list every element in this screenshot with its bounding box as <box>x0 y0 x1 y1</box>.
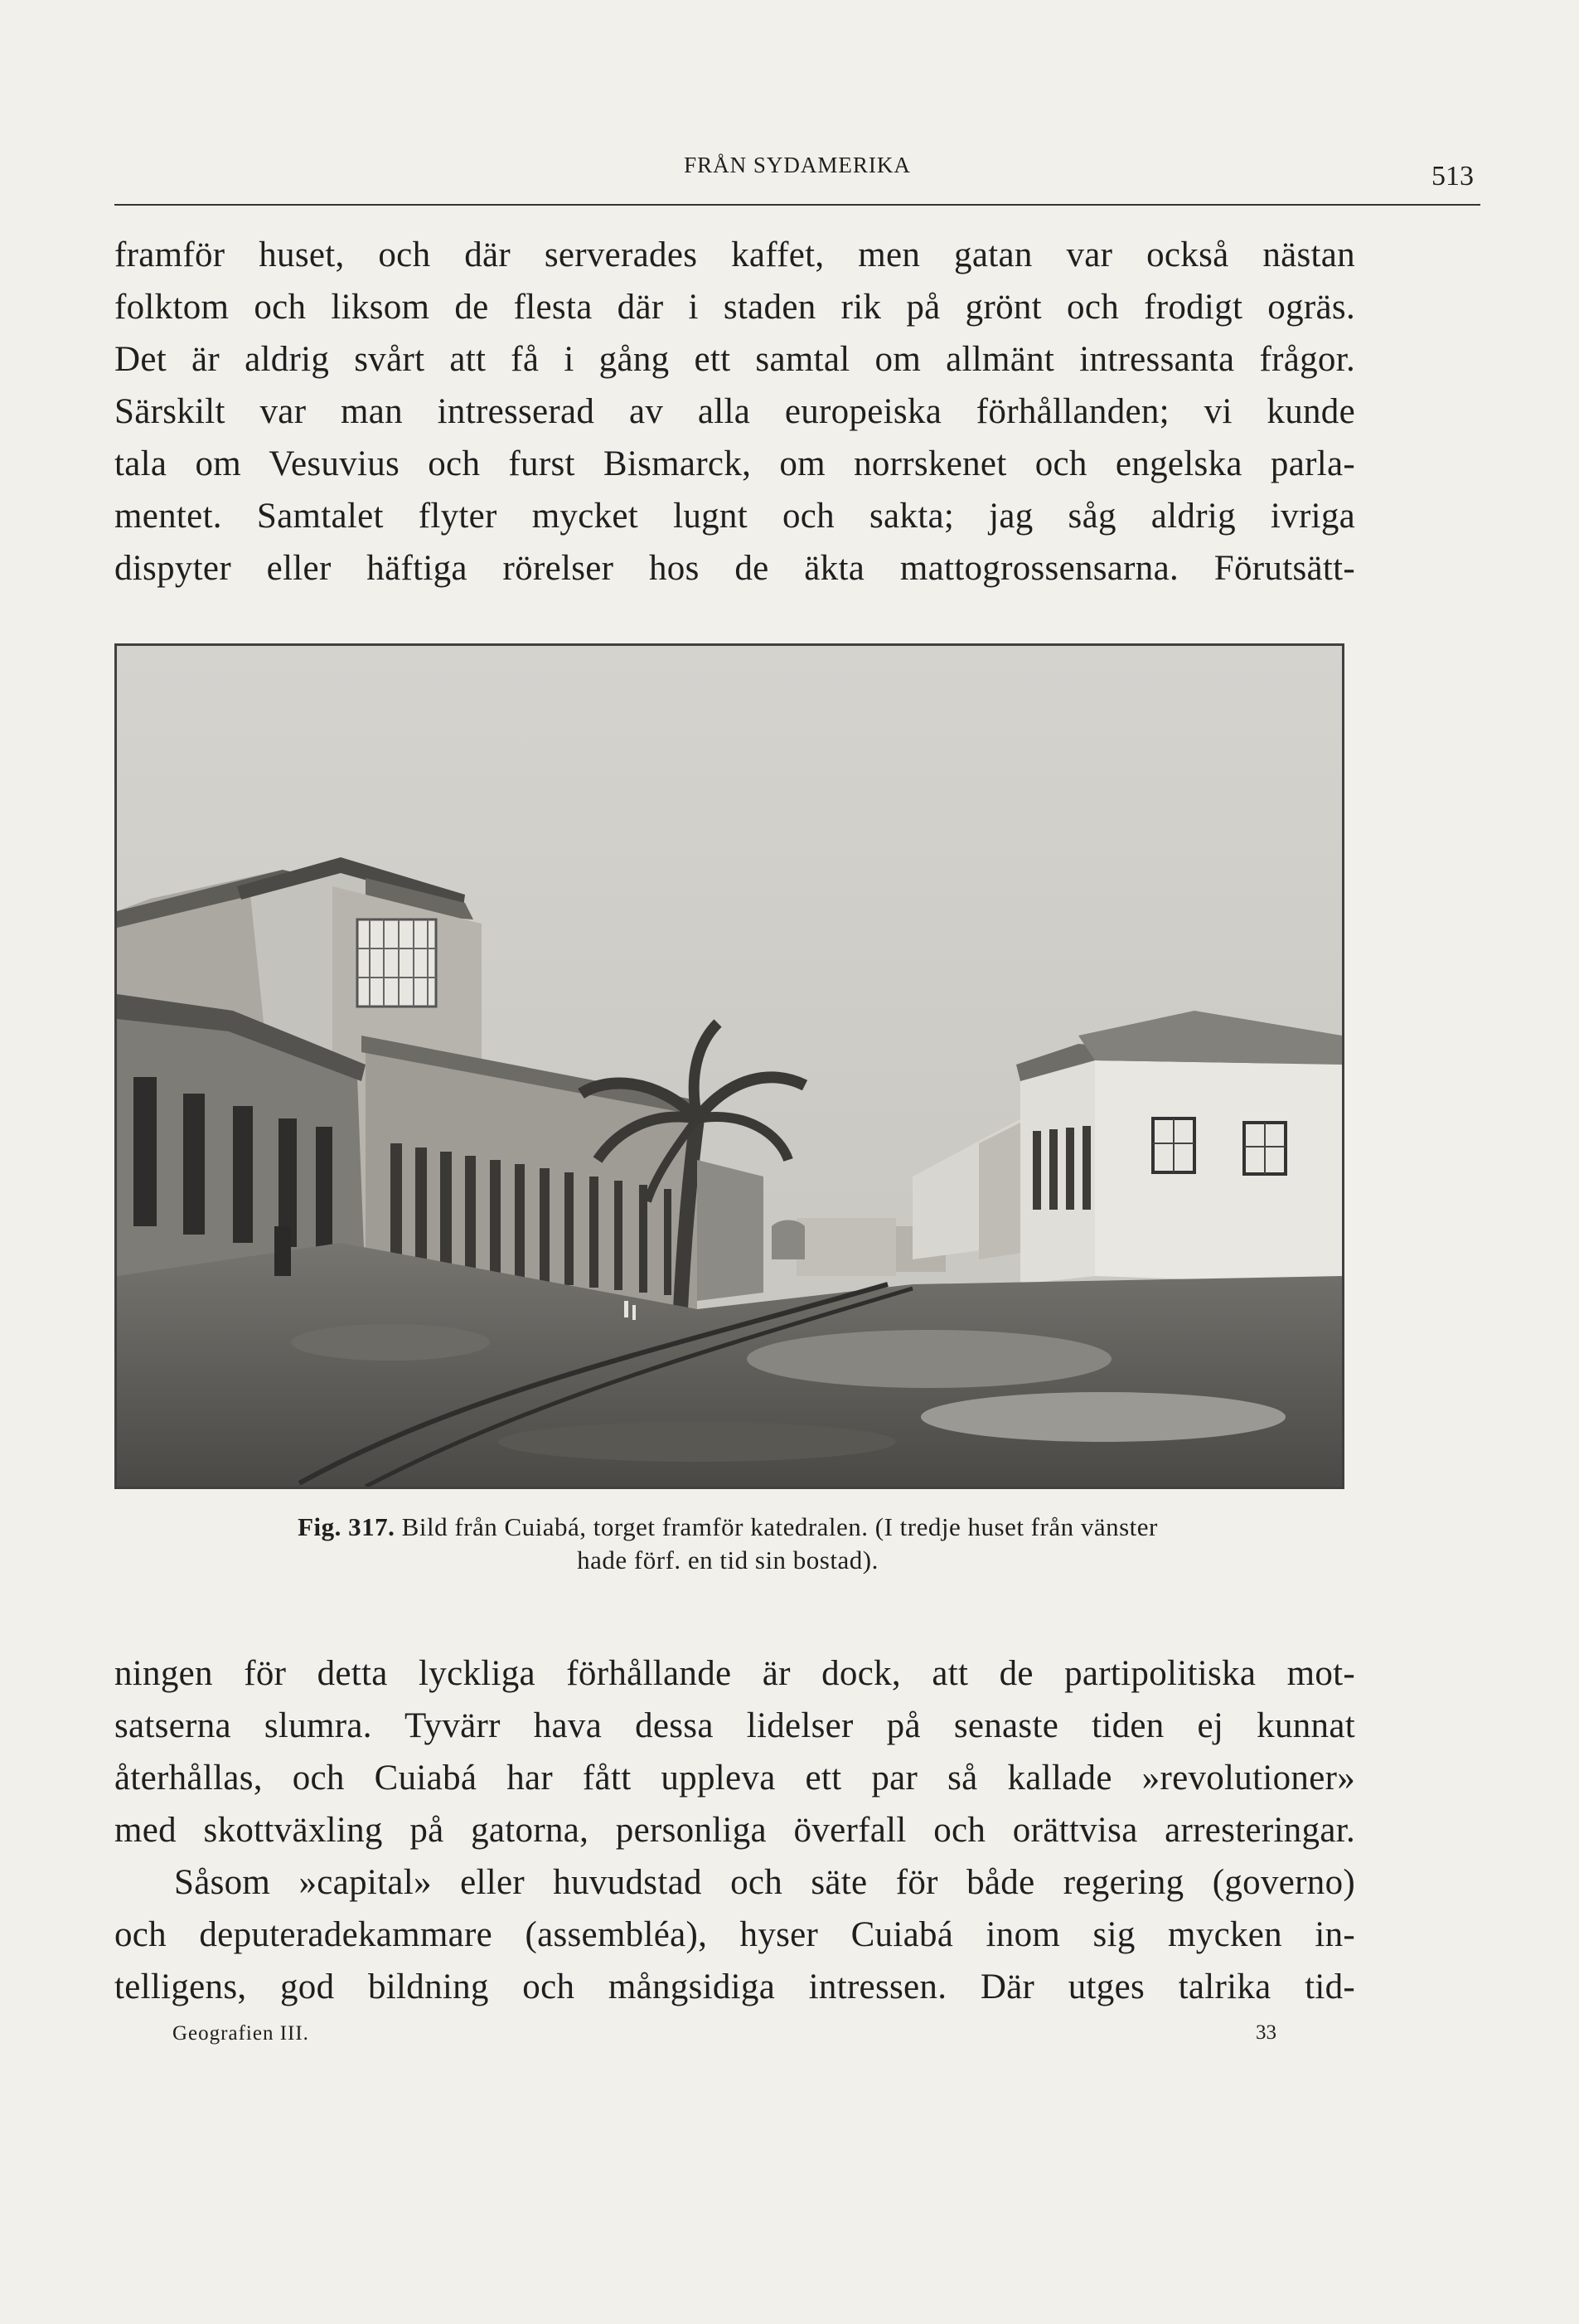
text-line: telligens, god bildning och mångsidiga intressen. Där utges talrika tid- <box>114 1967 1355 2006</box>
running-title: FRÅN SYDAMERIKA <box>684 153 911 177</box>
text-line: Såsom »capital» eller huvudstad och säte för både regering (governo) <box>174 1863 1355 1902</box>
text-line: återhållas, och Cuiabá har fått uppleva ett par så kallade »revolutioner» <box>114 1759 1355 1798</box>
body-text-bottom <box>114 1647 1355 2013</box>
text-line: tala om Vesuvius och furst Bismarck, om norrskenet och engelska parla- <box>114 444 1355 483</box>
running-header <box>114 146 1480 206</box>
text-line: framför huset, och där serverades kaffet, men gatan var också nästan <box>114 235 1355 274</box>
street-photograph <box>114 643 1344 1489</box>
text-line: ningen för detta lyckliga förhållande är dock, att de partipolitiska mot- <box>114 1654 1355 1693</box>
footer-signature: Geografien III. <box>172 2022 309 2045</box>
text-line: folktom och liksom de flesta där i staden rik på grönt och frodigt ogräs. <box>114 288 1355 327</box>
text-line: satserna slumra. Tyvärr hava dessa lidelser på senaste tiden ej kunnat <box>114 1706 1355 1745</box>
page-number: 513 <box>1431 161 1474 192</box>
caption-line-2: hade förf. en tid sin bostad). <box>577 1545 879 1574</box>
text-line: mentet. Samtalet flyter mycket lugnt och sakta; jag såg aldrig ivriga <box>114 497 1355 536</box>
body-text-top <box>114 229 1355 594</box>
footer-sheet-number: 33 <box>1256 2021 1276 2044</box>
photo-illustration <box>117 646 1342 1487</box>
text-line: Det är aldrig svårt att få i gång ett samtal om allmänt intressanta frågor. <box>114 340 1355 379</box>
text-line: Särskilt var man intresserad av alla europeiska förhållanden; vi kunde <box>114 392 1355 431</box>
text-line: och deputeradekammare (assembléa), hyser Cuiabá inom sig mycken in- <box>114 1915 1355 1954</box>
text-line: med skottväxling på gatorna, personliga överfall och orättvisa arresteringar. <box>114 1811 1355 1850</box>
caption-text-1: Bild från Cuiabá, torget framför katedralen. (I tredje huset från vänster <box>401 1512 1158 1541</box>
caption-line-1 <box>151 1511 1305 1544</box>
text-line: dispyter eller häftiga rörelser hos de äkta mattogrossensarna. Förutsätt- <box>114 549 1355 588</box>
figure-caption <box>151 1511 1305 1577</box>
figure-label: Fig. 317. <box>298 1512 395 1541</box>
